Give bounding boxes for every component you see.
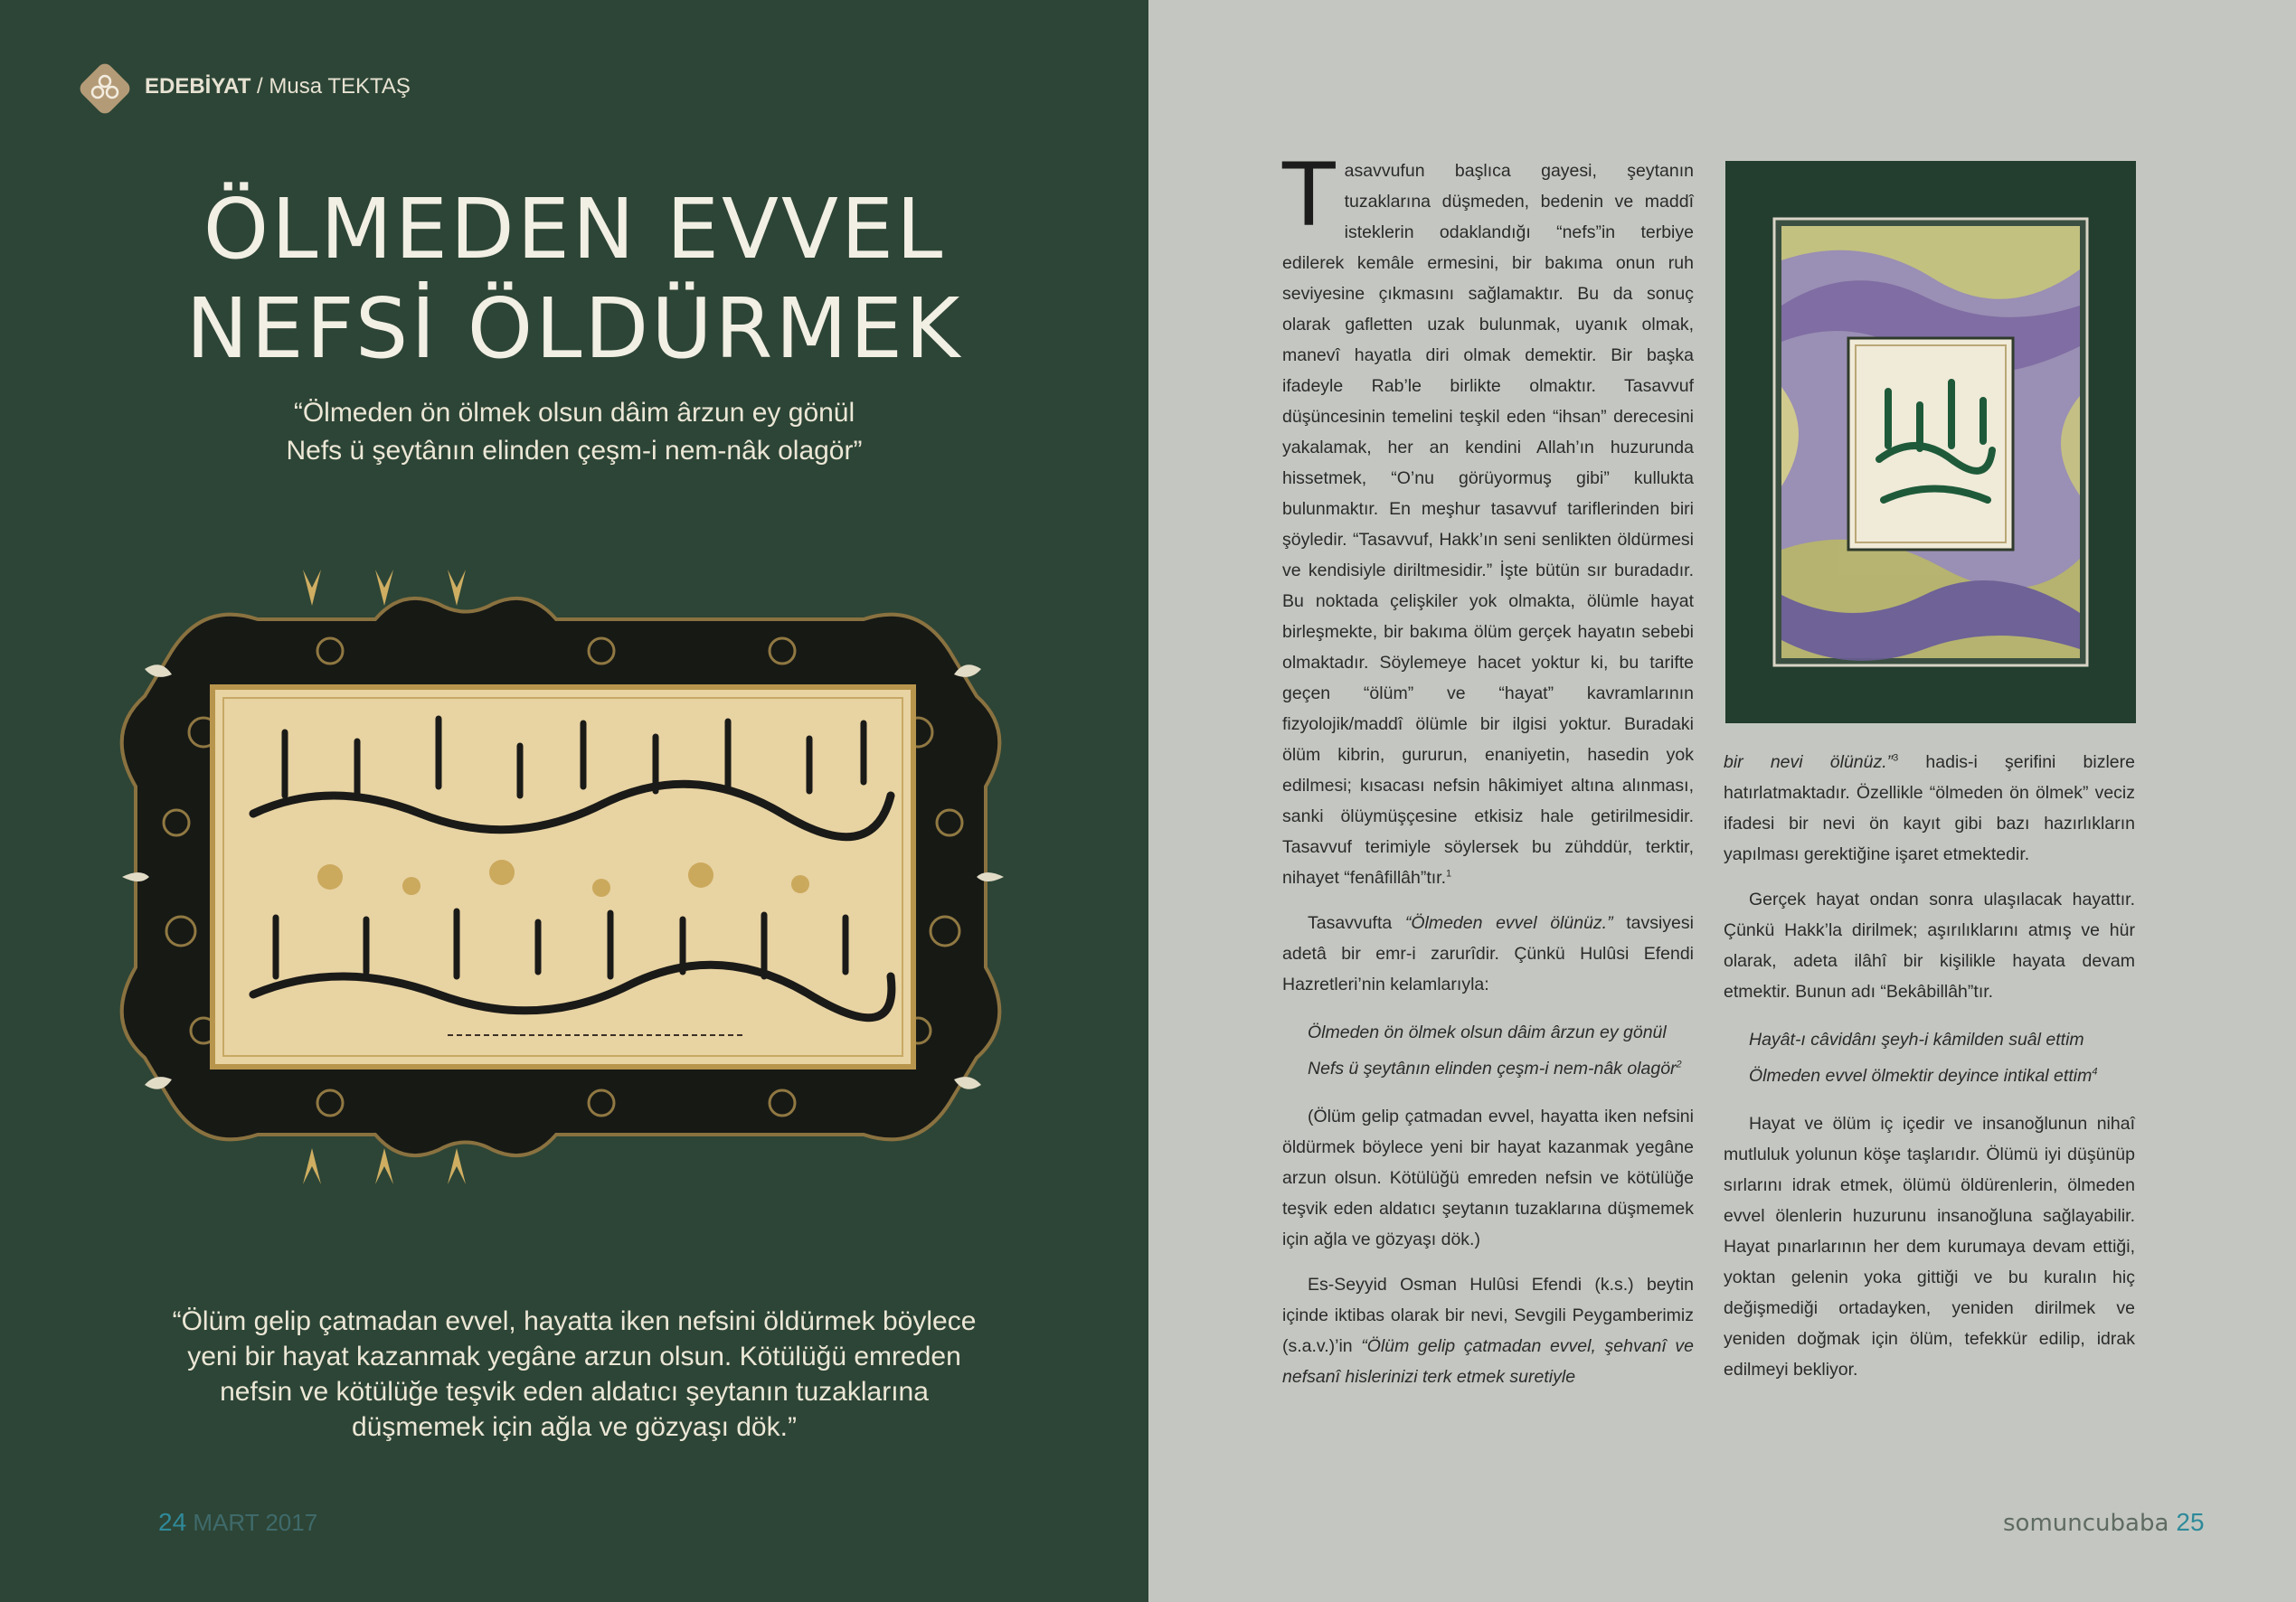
pull-quote-line: düşmemek için ağla ve gözyaşı dök.” [352,1412,797,1442]
folio-right [2003,1508,2205,1537]
paragraph [1282,145,1694,893]
paragraph: Hayat ve ölüm iç içedir ve insanoğlunun nihaî mutluluk yolunun köşe taşlarıdır. Ölümü iyi düşünüp sırlarını idrak etmek, ölümü öldürenlerin, ölmeden evvel ölenlerin huzurunu insanoğluna sağlayabilir. Hayat pınarlarının her dem kurumaya devam ettiği, yoktan gelenin yoka gittiği ve bu kuralın hiç değişmediği ortadayken, yeniden dirilmek ve yeniden doğmak için ölüm, tefekkür edilip, idrak edilmeyi bekliyor. [1724,1114,2135,1380]
article-column-2 [1724,747,2135,1399]
pull-quote-line: “Ölüm gelip çatmadan evvel, hayatta iken nefsini öldürmek böylece [172,1306,977,1336]
footnote-ref: 1 [1446,868,1452,880]
paragraph [1724,747,2135,870]
pull-quote [149,1304,999,1445]
verse-text: Nefs ü şeytânın elinden çeşm-i nem-nâk olagör [1308,1059,1677,1079]
header-separator: / [250,74,269,99]
paragraph-text: Es-Seyyid Osman Hulûsi Efendi (k.s.) beytin içinde iktibas olarak bir nevi, Sevgili Peygamberimiz (s.a.v.)’in [1282,1275,1694,1356]
author-name: Musa TEKTAŞ [269,74,411,99]
verse-text: Ölmeden evvel ölmektir deyince intikal ettim [1749,1066,2093,1086]
paragraph-text: asavvufun başlıca gayesi, şeytanın tuzaklarına düşmeden, bedenin ve maddî isteklerin odaklandığı “nefs”in terbiye edilerek kemâle ermesini, bir bakıma onun ruh seviyesine çıkmasını sağlamaktır. Bu da sonuç olarak gafletten uzak bulunmak, uyanık olmak, manevî hayatla diri olmak demektir. Bir başka ifadeyle Rab’le birlikte olmaktır. Tasavvuf düşüncesinin temelini teşkil eden “ihsan” derecesini yakalamak, her an kendini Allah’ın huzurunda hissetmek, “O’nu görüyormuş gibi” kullukta bulunmaktır. En meşhur tasavvuf tariflerinden biri şöyledir. “Tasavvuf, Hakk’ın seni senlikten öldürmesi ve kendisiyle diriltmesidir.” İşte bütün sır buradadır. Bu noktada çelişkiler yok olmakta, ölümle hayat birleşmekte, bir bakıma ölüm gerçek hayatın sebebi olmaktadır. Söylemeye hacet yoktur ki, bu tarifte geçen “ölüm” ve “hayat” kavramlarının fizyolojik/maddî ölümle bir ilgisi yoktur. Buradaki ölüm kibrin, gururun, enaniyetin, hasedin yok edilmesi; kısacası nefsin hâkimiyet altına alınması, sanki ölüymüşçesine etkisiz hale getirilmesidir. Tasavvuf terimiyle söylersek bu zühddür, terktir, nihayet “fenâfillâh”tır. [1282,161,1694,888]
calligraphy-photo [1725,161,2136,723]
verse-line [1308,1051,1694,1087]
article-title-line-1: ÖLMEDEN EVVEL [203,181,946,278]
verse-couplet [1724,1022,2135,1094]
quoted-hadith: bir nevi ölünüz.” [1724,752,1894,772]
quoted-hadith: “Ölüm gelip çatmadan evvel, şehvanî ve nefsanî hislerinizi terk etmek suretiyle [1282,1336,1694,1387]
footnote-ref: 2 [1676,1059,1682,1070]
epigraph-line-2: Nefs ü şeytânın elinden çeşm-i nem-nâk olagör” [286,436,863,466]
paragraph: Gerçek hayat ondan sonra ulaşılacak hayattır. Çünkü Hakk’la dirilmek; aşırılıklarını atmış ve hür olarak, adeta ilâhî bir kişilikle hayata devam etmektir. Bunun adı “Bekâbillâh”tır. [1724,890,2135,1002]
paragraph [1282,1269,1694,1392]
pull-quote-line: nefsin ve kötülüğe teşvik eden aldatıcı şeytanın tuzaklarına [220,1377,929,1407]
section-header [145,74,411,99]
pull-quote-line: yeni bir hayat kazanmak yegâne arzun olsun. Kötülüğü emreden [187,1342,961,1371]
verse-line: Ölmeden ön ölmek olsun dâim ârzun ey gönül [1308,1022,1667,1042]
paragraph [1282,908,1694,1000]
verse-line [1749,1058,2135,1094]
issue-date: MART 2017 [193,1509,318,1536]
article-title-line-2: NEFSİ ÖLDÜRMEK [185,280,963,377]
magazine-name: somuncubaba [2003,1510,2169,1537]
paragraph-text: Tasavvufta [1308,913,1405,933]
epigraph-line-1: “Ölmeden ön ölmek olsun dâim ârzun ey gönül [293,398,855,428]
quoted-hadith: “Ölmeden evvel ölünüz.” [1404,913,1613,933]
paragraph: (Ölüm gelip çatmadan evvel, hayatta iken nefsini öldürmek böylece yeni bir hayat kazanmak yegâne arzun olsun. Kötülüğü emreden nefsin ve kötülüğe teşvik eden aldatıcı şeytanın tuzaklarına düşmemek için ağla ve gözyaşı dök.) [1282,1107,1694,1249]
section-name: EDEBİYAT [145,74,251,99]
footnote-ref: 3 [1893,752,1899,764]
section-logo-icon [74,58,136,119]
article-column-1 [1282,145,1694,1407]
paragraph-text: tavsiyesi adetâ bir emr-i zarurîdir. Çünkü Hulûsi Efendi Hazretleri’nin kelamlarıyla: [1282,913,1694,994]
footnote-ref: 4 [2092,1066,2098,1078]
folio-left [158,1508,317,1537]
paragraph-text: hadis-i şerifini bizlere hatırlatmaktadır. Özellikle “ölmeden ön ölmek” veciz ifadesi bir nevi ön kayıt gibi bazı hazırlıkların yapılması gerektiğine işaret etmektedir. [1724,752,2135,864]
page-number: 24 [158,1508,187,1536]
drop-cap: T [1282,145,1336,246]
verse-couplet [1282,1014,1694,1087]
verse-line: Hayât-ı câvidânı şeyh-i kâmilden suâl ettim [1749,1030,2084,1050]
page-number: 25 [2176,1508,2205,1536]
calligraphy-panel-image [95,551,1031,1202]
